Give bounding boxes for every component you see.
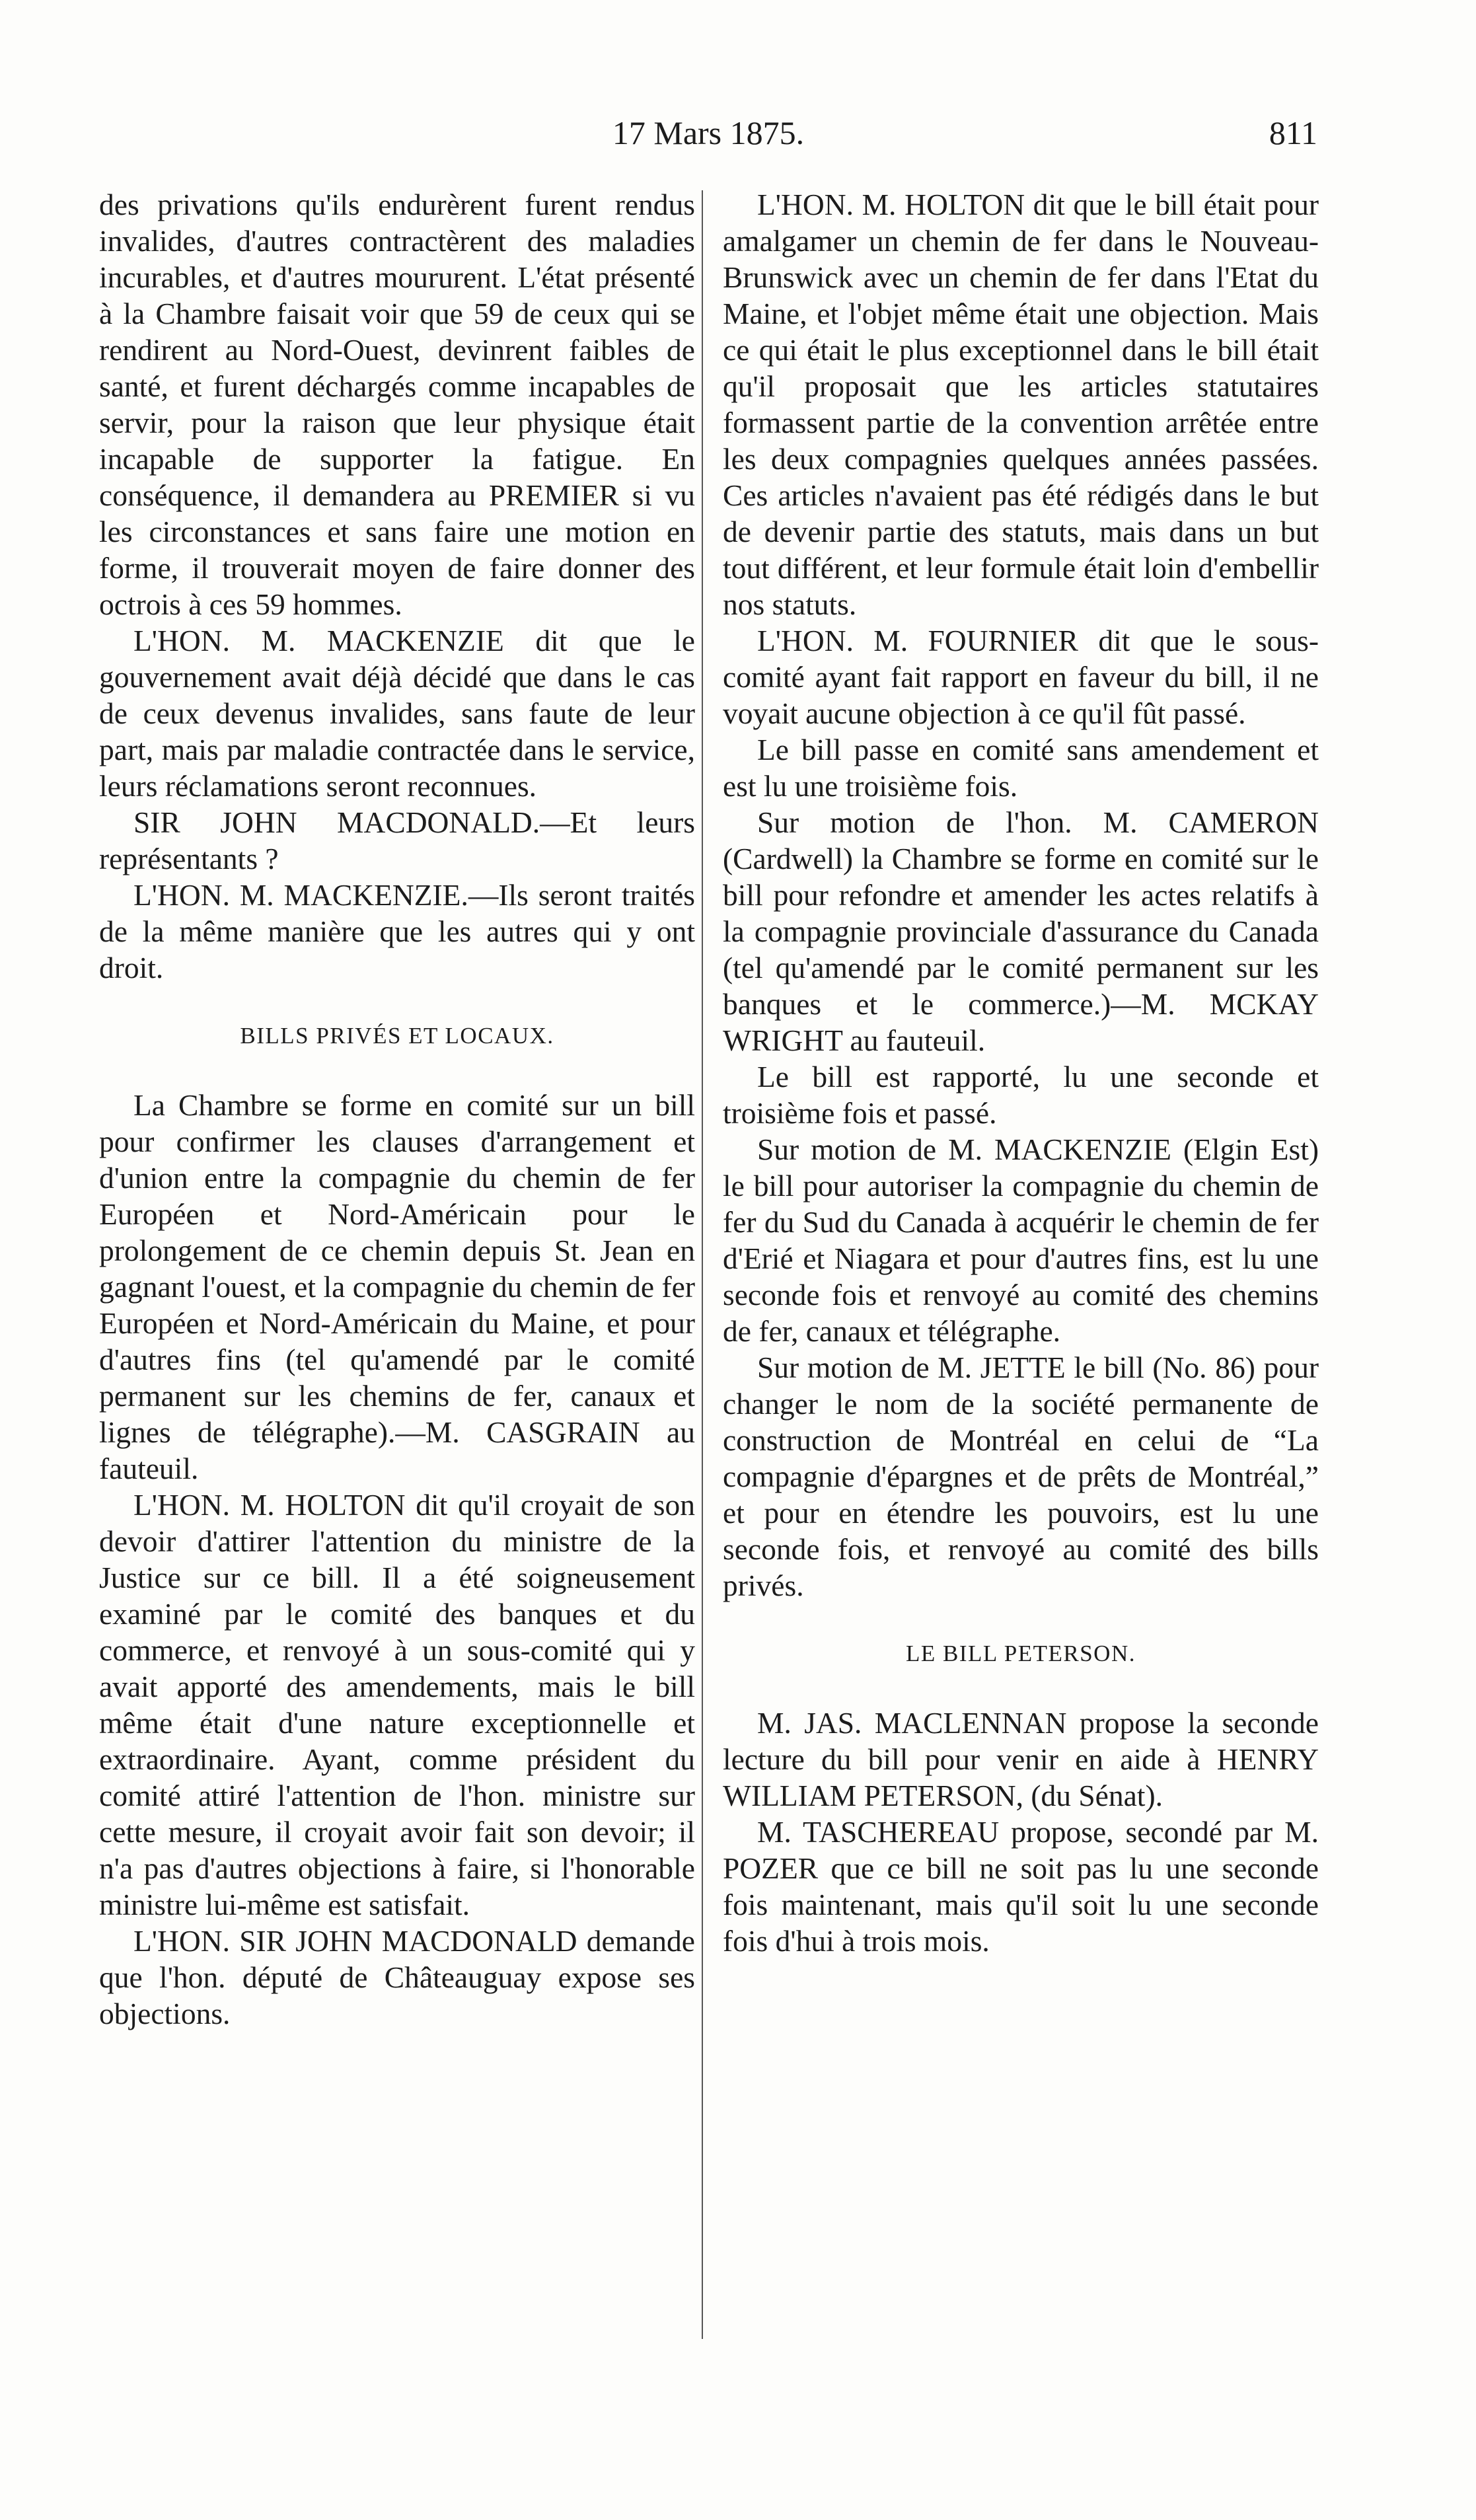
paragraph: des privations qu'ils endurèrent furent rendus invalides, d'autres contractèrent des maladies incurables, et d'autres moururent. L'état présenté à la Chambre faisait voir que 59 de ceux qui se rendirent au Nord-Ouest, devinrent faibles de santé, et furent déchargés comme incapables de servir, pour la raison que leur physique était incapable de supporter la fatigue. En conséquence, il demandera au PREMIER si vu les circonstances et sans faire une motion en forme, il trouverait moyen de faire donner des octrois à ces 59 hommes. bbox=[99, 188, 695, 621]
paragraph: Sur motion de M. JETTE le bill (No. 86) pour changer le nom de la société permanente de construction de Montréal en celui de “La compagnie d'épargnes et de prêts de Montréal,” et pour en étendre les pouvoirs, est lu une seconde fois, et renvoyé au comité des bills privés. bbox=[723, 1351, 1319, 1602]
right-column bbox=[723, 186, 1319, 1959]
page-number: 811 bbox=[1269, 114, 1317, 151]
paragraph: Sur motion de l'hon. M. CAMERON (Cardwell) la Chambre se forme en comité sur le bill pour refondre et amender les actes relatifs à la compagnie provinciale d'assurance du Canada (tel qu'amendé par le comité permanent sur les banques et le commerce.)—M. MCKAY WRIGHT au fauteuil. bbox=[723, 805, 1319, 1057]
paragraph: La Chambre se forme en comité sur un bill pour confirmer les clauses d'arrangement et d'union entre la compagnie du chemin de fer Européen et Nord-Américain pour le prolongement de ce chemin depuis St. Jean en gagnant l'ouest, et la compagnie du chemin de fer Européen et Nord-Américain du Maine, et pour d'autres fins (tel qu'amendé par le comité permanent sur les chemins de fer, canaux et lignes de télégraphe).—M. CASGRAIN au fauteuil. bbox=[99, 1088, 695, 1485]
paragraph: L'HON. M. MACKENZIE.—Ils seront traités de la même manière que les autres qui y ont droit. bbox=[99, 878, 695, 984]
paragraph: SIR JOHN MACDONALD.—Et leurs représentants ? bbox=[99, 805, 695, 875]
paragraph: L'HON. M. FOURNIER dit que le sous-comité ayant fait rapport en faveur du bill, il ne voyait aucune objection à ce qu'il fût passé. bbox=[723, 624, 1319, 730]
paragraph: Le bill est rapporté, lu une seconde et troisième fois et passé. bbox=[723, 1060, 1319, 1130]
paragraph: L'HON. M. HOLTON dit que le bill était pour amalgamer un chemin de fer dans le Nouveau-Brunswick avec un chemin de fer dans l'Etat du Maine, et l'objet même était une objection. Mais ce qui était le plus exceptionnel dans le bill était qu'il proposait que les articles statutaires formassent partie de la convention arrêtée entre les deux compagnies quelques années passées. Ces articles n'avaient pas été rédigés dans le but de devenir partie des statuts, mais dans un but tout différent, et leur formule était loin d'embellir nos statuts. bbox=[723, 188, 1319, 621]
section-heading: LE BILL PETERSON. bbox=[906, 1641, 1136, 1666]
paragraph: L'HON. M. HOLTON dit qu'il croyait de son devoir d'attirer l'attention du ministre de la Justice sur ce bill. Il a été soigneusement examiné par le comité des banques et du commerce, et renvoyé à un sous-comité qui y avait apporté des amendements, mais le bill même était d'une nature exceptionnelle et extraordinaire. Ayant, comme président du comité attiré l'attention de l'hon. ministre sur cette mesure, il croyait avoir fait son devoir; il n'a pas d'autres objections à faire, si l'honorable ministre lui-même est satisfait. bbox=[99, 1488, 695, 1921]
column-divider bbox=[702, 190, 703, 2339]
section-heading: BILLS PRIVÉS ET LOCAUX. bbox=[240, 1023, 554, 1049]
paragraph: Sur motion de M. MACKENZIE (Elgin Est) le bill pour autoriser la compagnie du chemin de fer du Sud du Canada à acquérir le chemin de fer d'Erié et Niagara et pour d'autres fins, est lu une seconde fois et renvoyé au comité des chemins de fer, canaux et télégraphe. bbox=[723, 1132, 1319, 1348]
left-column bbox=[99, 186, 695, 2032]
header-date: 17 Mars 1875. bbox=[612, 114, 805, 151]
paragraph: Le bill passe en comité sans amendement et est lu une troisième fois. bbox=[723, 733, 1319, 803]
paragraph: L'HON. SIR JOHN MACDONALD demande que l'hon. député de Châteauguay expose ses objections. bbox=[99, 1924, 695, 2030]
page-header bbox=[99, 114, 1317, 160]
paragraph: M. JAS. MACLENNAN propose la seconde lecture du bill pour venir en aide à HENRY WILLIAM PETERSON, (du Sénat). bbox=[723, 1706, 1319, 1812]
paragraph: L'HON. M. MACKENZIE dit que le gouvernement avait déjà décidé que dans le cas de ceux devenus invalides, sans faute de leur part, mais par maladie contractée dans le service, leurs réclamations seront reconnues. bbox=[99, 624, 695, 803]
paragraph: M. TASCHEREAU propose, secondé par M. POZER que ce bill ne soit pas lu une seconde fois maintenant, mais qu'il soit lu une seconde fois d'hui à trois mois. bbox=[723, 1815, 1319, 1958]
